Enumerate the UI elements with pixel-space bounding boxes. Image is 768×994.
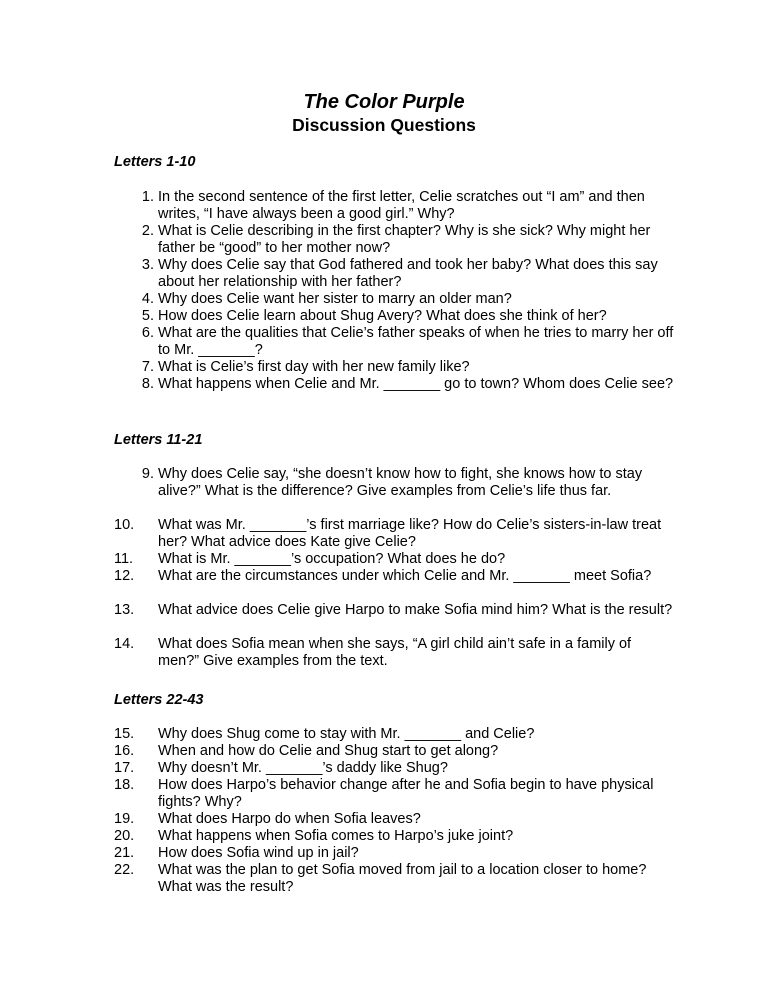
question-number: 8.: [141, 376, 154, 392]
question-text: What is Celie’s first day with her new family like?: [158, 359, 470, 375]
question-text: Why does Celie say that God fathered and took her baby? What does this say about her relationship with her father?: [158, 257, 658, 290]
question-item: [114, 845, 674, 862]
question-text: What does Harpo do when Sofia leaves?: [158, 811, 421, 827]
question-number: 14.: [114, 636, 135, 652]
question-text: What happens when Celie and Mr. _______ go to town? Whom does Celie see?: [158, 376, 674, 392]
question-item: [114, 602, 674, 636]
question-text: What happens when Sofia comes to Harpo’s juke joint?: [158, 828, 514, 844]
question-number: 3.: [141, 257, 154, 273]
question-text: What are the qualities that Celie’s father speaks of when he tries to marry her off to Mr. _______?: [158, 325, 674, 358]
question-number: 20.: [114, 828, 135, 844]
document-subtitle: Discussion Questions: [292, 115, 476, 135]
question-item: [114, 308, 674, 325]
question-text: When and how do Celie and Shug start to get along?: [158, 743, 499, 759]
question-text: How does Harpo’s behavior change after he and Sofia begin to have physical fights? Why?: [158, 777, 654, 810]
question-item: [114, 636, 674, 670]
question-text: What was the plan to get Sofia moved from jail to a location closer to home? What was the result?: [158, 862, 647, 895]
question-number: 12.: [114, 568, 135, 584]
question-number: 19.: [114, 811, 135, 827]
question-number: 13.: [114, 602, 135, 618]
question-item: [114, 517, 674, 551]
question-text: What is Mr. _______’s occupation? What does he do?: [158, 551, 506, 567]
question-list-letters-22-43: [114, 726, 674, 896]
question-item: [114, 359, 674, 376]
question-number: 7.: [141, 359, 154, 375]
question-item: [114, 828, 674, 845]
question-text: What are the circumstances under which Celie and Mr. _______ meet Sofia?: [158, 568, 652, 584]
question-item: [114, 376, 674, 410]
question-text: What is Celie describing in the first chapter? Why is she sick? Why might her father be “good” to her mother now?: [158, 223, 651, 256]
question-text: Why doesn’t Mr. _______’s daddy like Shug?: [158, 760, 448, 776]
question-number: 17.: [114, 760, 135, 776]
question-text: What does Sofia mean when she says, “A girl child ain’t safe in a family of men?” Give examples from the text.: [158, 636, 632, 669]
question-number: 6.: [141, 325, 154, 341]
question-item: [114, 726, 674, 743]
section-heading-letters-11-21: Letters 11-21: [114, 432, 203, 448]
section-heading-letters-1-10: Letters 1-10: [114, 154, 196, 170]
question-number: 11.: [114, 551, 134, 567]
question-item: [114, 568, 674, 602]
question-number: 15.: [114, 726, 135, 742]
question-text: What advice does Celie give Harpo to make Sofia mind him? What is the result?: [158, 602, 673, 618]
question-item: [114, 551, 674, 568]
question-number: 1.: [141, 189, 154, 205]
question-number: 10.: [114, 517, 135, 533]
question-item: [114, 223, 674, 257]
question-number: 2.: [141, 223, 154, 239]
question-item: [114, 466, 674, 517]
question-number: 21.: [114, 845, 135, 861]
question-list-letters-1-10: [114, 189, 674, 410]
question-number: 22.: [114, 862, 135, 878]
question-item: [114, 760, 674, 777]
question-text: How does Sofia wind up in jail?: [158, 845, 359, 861]
question-item: [114, 291, 674, 308]
question-item: [114, 811, 674, 828]
document-title: The Color Purple: [303, 91, 465, 113]
question-text: Why does Celie say, “she doesn’t know how to fight, she knows how to stay alive?” What is the difference? Give examples from Celie’s life thus far.: [158, 466, 643, 499]
question-number: 4.: [141, 291, 154, 307]
question-number: 5.: [141, 308, 154, 324]
question-text: Why does Celie want her sister to marry an older man?: [158, 291, 512, 307]
question-number: 9.: [141, 466, 154, 482]
question-number: 16.: [114, 743, 135, 759]
question-text: What was Mr. _______’s first marriage like? How do Celie’s sisters-in-law treat her? What advice does Kate give Celie?: [158, 517, 662, 550]
question-item: [114, 743, 674, 760]
question-item: [114, 777, 674, 811]
question-item: [114, 325, 674, 359]
question-item: [114, 257, 674, 291]
section-heading-letters-22-43: Letters 22-43: [114, 692, 204, 708]
question-item: [114, 862, 674, 896]
question-item: [114, 189, 674, 223]
question-text: Why does Shug come to stay with Mr. _______ and Celie?: [158, 726, 535, 742]
question-number: 18.: [114, 777, 135, 793]
question-list-letters-11-21: [114, 466, 674, 670]
question-text: How does Celie learn about Shug Avery? What does she think of her?: [158, 308, 607, 324]
question-text: In the second sentence of the first letter, Celie scratches out “I am” and then writes, “I have always been a good girl.” Why?: [158, 189, 645, 222]
